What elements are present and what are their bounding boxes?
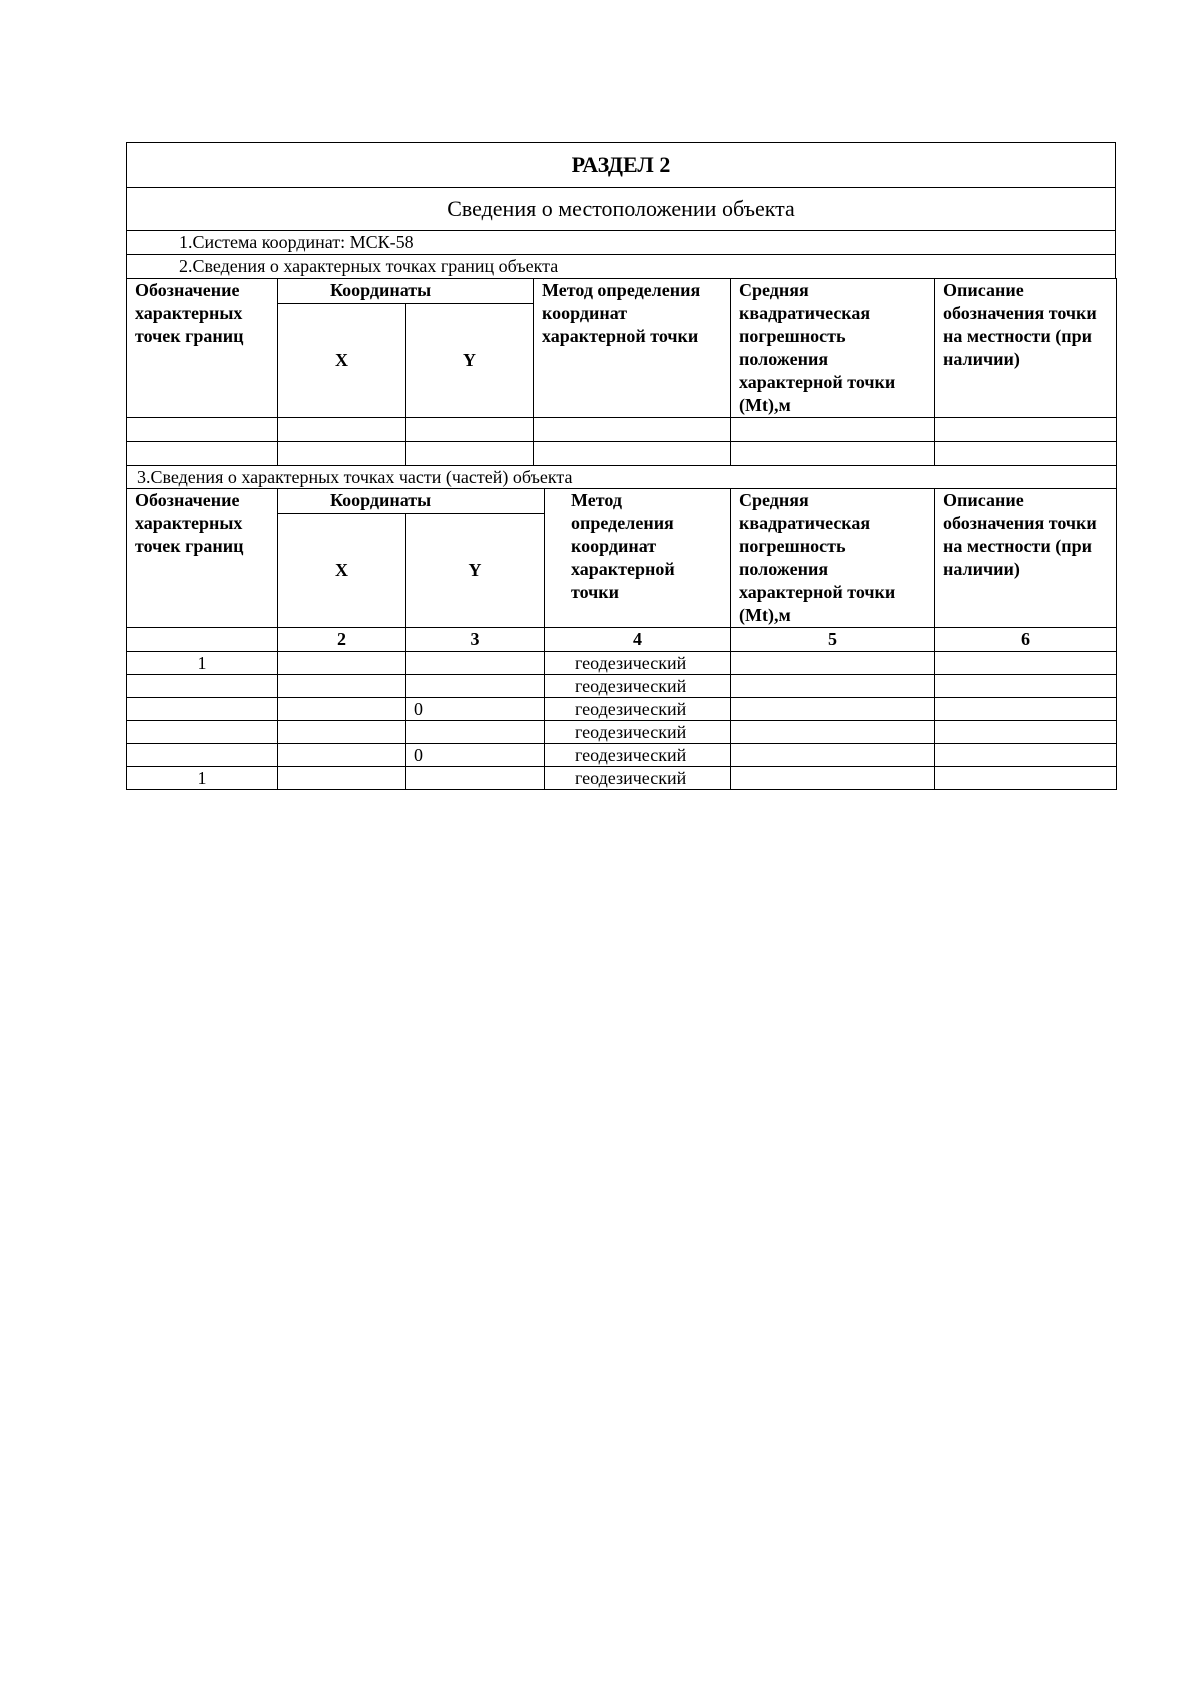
column-number: 5 xyxy=(731,628,935,652)
description-cell xyxy=(935,767,1117,790)
table-row xyxy=(127,721,1117,744)
part2-col-error: Средняя квадратическая погрешность положения характерной точки (Mt),м xyxy=(731,279,935,418)
method-cell: геодезический xyxy=(545,675,731,698)
method-cell: геодезический xyxy=(545,721,731,744)
x-cell xyxy=(278,744,406,767)
part3-heading: 3.Сведения о характерных точках части (частей) объекта xyxy=(127,466,1117,489)
description-cell xyxy=(935,698,1117,721)
method-cell: геодезический xyxy=(545,744,731,767)
point-cell xyxy=(127,721,278,744)
part3-col-x: X xyxy=(278,514,406,628)
x-cell xyxy=(278,767,406,790)
part3-col-description: Описание обозначения точки на местности (при наличии) xyxy=(935,489,1117,628)
part2-table xyxy=(126,278,1117,489)
x-cell xyxy=(278,698,406,721)
section-2-document xyxy=(126,142,1116,790)
part2-col-method: Метод определения координат характерной точки xyxy=(534,279,731,418)
error-cell xyxy=(731,767,935,790)
method-cell: геодезический xyxy=(545,698,731,721)
part3-col-y: Y xyxy=(406,514,545,628)
section-subtitle: Сведения о местоположении объекта xyxy=(126,187,1116,230)
description-cell xyxy=(935,652,1117,675)
description-cell xyxy=(935,675,1117,698)
error-cell xyxy=(731,652,935,675)
x-cell xyxy=(278,675,406,698)
error-cell xyxy=(731,675,935,698)
y-cell: 0 xyxy=(406,698,545,721)
error-cell xyxy=(731,721,935,744)
part2-col-coordinates: Координаты xyxy=(278,279,534,304)
y-cell: 0 xyxy=(406,744,545,767)
part2-col-x: X xyxy=(278,304,406,418)
part2-col-designation: Обозначение характерных точек границ xyxy=(127,279,278,418)
y-cell xyxy=(406,652,545,675)
method-cell: геодезический xyxy=(545,767,731,790)
part2-col-description: Описание обозначения точки на местности (при наличии) xyxy=(935,279,1117,418)
part2-heading: 2.Сведения о характерных точках границ объекта xyxy=(126,254,1116,278)
y-cell xyxy=(406,767,545,790)
table-row xyxy=(127,675,1117,698)
error-cell xyxy=(731,744,935,767)
part2-col-y: Y xyxy=(406,304,534,418)
section-title: РАЗДЕЛ 2 xyxy=(126,142,1116,187)
part2-empty-row xyxy=(127,442,1117,466)
description-cell xyxy=(935,721,1117,744)
column-number: 3 xyxy=(406,628,545,652)
column-number: 6 xyxy=(935,628,1117,652)
coord-system-line: 1.Система координат: МСК-58 xyxy=(126,230,1116,254)
error-cell xyxy=(731,698,935,721)
description-cell xyxy=(935,744,1117,767)
point-cell xyxy=(127,698,278,721)
y-cell xyxy=(406,721,545,744)
method-cell: геодезический xyxy=(545,652,731,675)
point-cell: 1 xyxy=(127,767,278,790)
table-row xyxy=(127,652,1117,675)
part3-column-numbers-row xyxy=(127,628,1117,652)
part2-empty-row xyxy=(127,418,1117,442)
part3-table xyxy=(126,488,1117,790)
part3-col-method: Метод определения координат характерной точки xyxy=(545,489,731,628)
column-number xyxy=(127,628,278,652)
table-row xyxy=(127,767,1117,790)
point-cell xyxy=(127,675,278,698)
part3-col-coordinates: Координаты xyxy=(278,489,545,514)
x-cell xyxy=(278,721,406,744)
x-cell xyxy=(278,652,406,675)
table-row xyxy=(127,744,1117,767)
point-cell: 1 xyxy=(127,652,278,675)
part3-col-designation: Обозначение характерных точек границ xyxy=(127,489,278,628)
table-row xyxy=(127,698,1117,721)
column-number: 2 xyxy=(278,628,406,652)
point-cell xyxy=(127,744,278,767)
y-cell xyxy=(406,675,545,698)
part3-col-error: Средняя квадратическая погрешность положения характерной точки (Mt),м xyxy=(731,489,935,628)
column-number: 4 xyxy=(545,628,731,652)
